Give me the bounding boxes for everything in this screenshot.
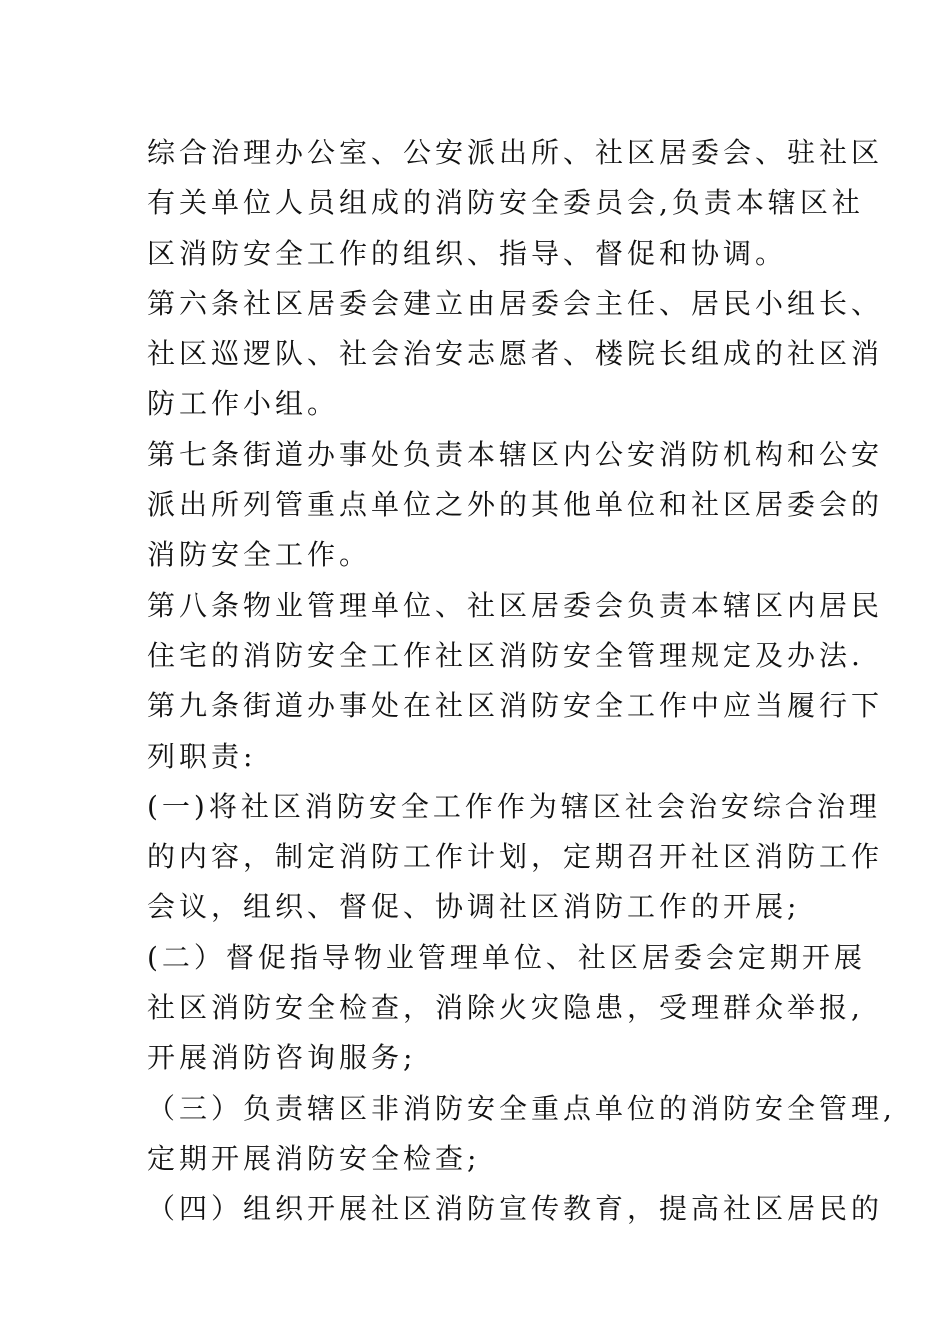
text-line: 综合治理办公室、公安派出所、社区居委会、驻社区: [147, 136, 884, 169]
text-line: （三）负责辖区非消防安全重点单位的消防安全管理,: [147, 1091, 896, 1125]
text-line: 第九条街道办事处在社区消防安全工作中应当履行下: [147, 689, 884, 723]
text-line: 派出所列管重点单位之外的其他单位和社区居委会的: [147, 488, 884, 522]
document-body: [147, 128, 896, 1235]
text-line: 区消防安全工作的组织、指导、督促和协调。: [147, 236, 788, 270]
text-line: 消防安全工作。: [147, 538, 372, 572]
text-line: 防工作小组。: [147, 387, 340, 421]
text-line: 第八条物业管理单位、社区居委会负责本辖区内居民: [147, 588, 884, 622]
text-line: （四）组织开展社区消防宣传教育，提高社区居民的: [147, 1192, 884, 1226]
text-line: 会议，组织、督促、协调社区消防工作的开展;: [147, 890, 801, 924]
text-line: (一)将社区消防安全工作作为辖区社会治安综合治理: [147, 789, 881, 823]
text-line: 社区巡逻队、社会治安志愿者、楼院长组成的社区消: [147, 337, 884, 371]
text-line: 住宅的消防安全工作社区消防安全管理规定及办法.: [147, 638, 864, 672]
text-line: 第六条社区居委会建立由居委会主任、居民小组长、: [147, 286, 884, 320]
text-line: 开展消防咨询服务;: [147, 1041, 417, 1075]
text-line: 第七条街道办事处负责本辖区内公安消防机构和公安: [147, 437, 884, 471]
text-line: (二）督促指导物业管理单位、社区居委会定期开展: [147, 940, 866, 974]
text-line: 社区消防安全检查，消除火灾隐患，受理群众举报,: [147, 991, 864, 1025]
text-line: 有关单位人员组成的消防安全委员会,负责本辖区社: [147, 186, 864, 220]
text-line: 的内容，制定消防工作计划，定期召开社区消防工作: [147, 840, 884, 874]
text-line: 列职责:: [147, 739, 257, 773]
text-line: 定期开展消防安全检查;: [147, 1141, 481, 1175]
